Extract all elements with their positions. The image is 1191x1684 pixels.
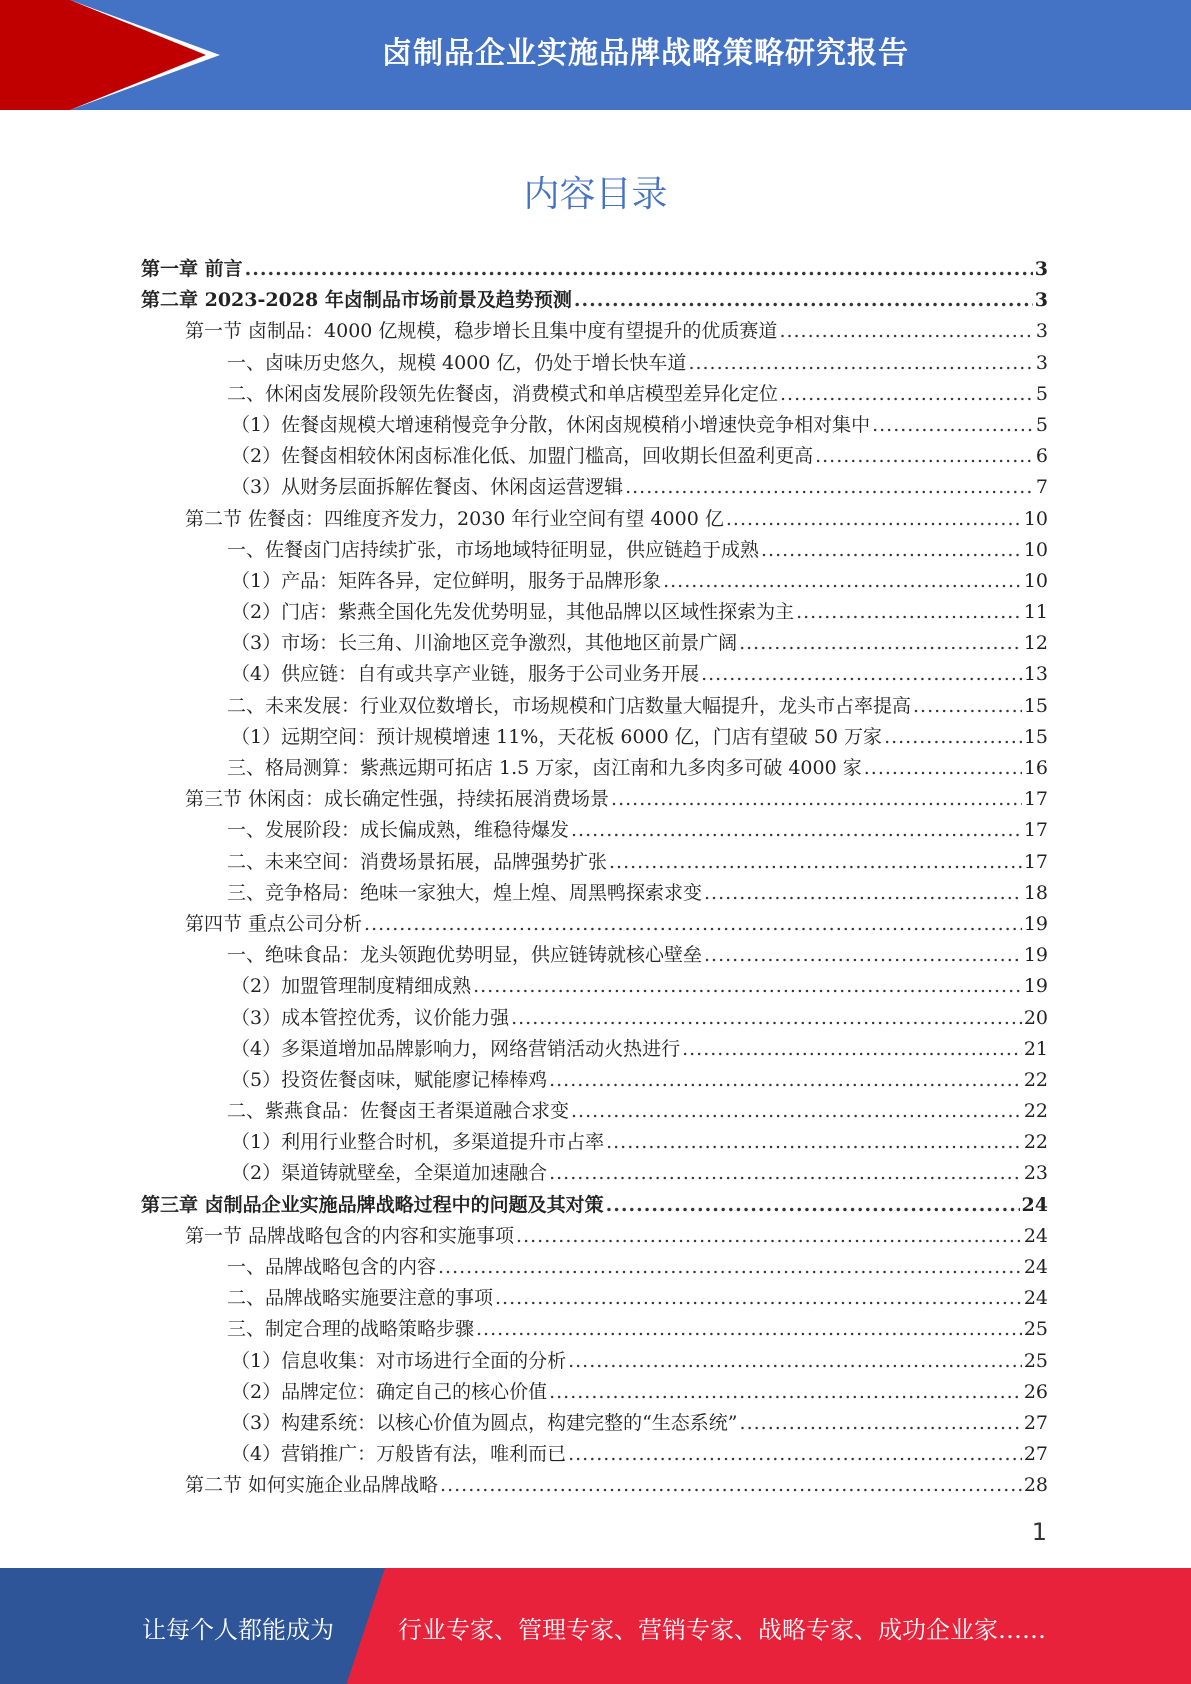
toc-entry-page: 24 bbox=[1023, 1256, 1048, 1278]
toc-entry-page: 5 bbox=[1035, 413, 1048, 436]
toc-leader-dots bbox=[688, 352, 1033, 374]
toc-entry-title: （2）渠道铸就壁垒，全渠道加速融合 bbox=[231, 1162, 548, 1185]
toc-entry[interactable] bbox=[141, 1314, 1048, 1345]
toc-entry-title: 二、紫燕食品：佐餐卤王者渠道融合求变 bbox=[227, 1100, 570, 1123]
toc-leader-dots bbox=[571, 819, 1022, 841]
toc-leader-dots bbox=[740, 1412, 1022, 1434]
page-footer bbox=[0, 1568, 1191, 1684]
toc-entry-title: （2）佐餐卤相较休闲卤标准化低、加盟门槛高，回收期长但盈利更高 bbox=[231, 445, 814, 468]
toc-entry-page: 16 bbox=[1023, 757, 1048, 779]
toc-entry[interactable] bbox=[141, 566, 1048, 597]
toc-entry-page: 27 bbox=[1023, 1443, 1048, 1466]
toc-entry[interactable] bbox=[141, 504, 1048, 535]
toc-leader-dots bbox=[913, 695, 1022, 717]
toc-leader-dots bbox=[611, 788, 1022, 810]
toc-entry-title: （4）营销推广：万般皆有法，唯利而已 bbox=[231, 1443, 567, 1466]
toc-entry-page: 10 bbox=[1023, 538, 1048, 561]
toc-entry-title: 一、发展阶段：成长偏成熟，维稳待爆发 bbox=[227, 819, 570, 842]
toc-leader-dots bbox=[761, 539, 1022, 561]
toc-entry-title: （1）利用行业整合时机，多渠道提升市占率 bbox=[231, 1131, 605, 1154]
toc-entry[interactable] bbox=[141, 909, 1048, 940]
toc-entry[interactable] bbox=[141, 1470, 1048, 1501]
toc-entry[interactable] bbox=[141, 1127, 1048, 1158]
toc-entry-title: 三、格局测算：紫燕远期可拓店 1.5 万家，卤江南和九多肉多可破 4000 家 bbox=[227, 757, 862, 779]
toc-entry-page: 15 bbox=[1023, 694, 1048, 717]
toc-entry-page: 25 bbox=[1023, 1318, 1048, 1341]
toc-entry[interactable] bbox=[141, 691, 1048, 722]
toc-entry-page: 6 bbox=[1035, 445, 1048, 468]
toc-entry-title: 二、未来空间：消费场景拓展，品牌强势扩张 bbox=[227, 850, 608, 873]
toc-entry-page: 24 bbox=[1023, 1224, 1048, 1247]
toc-entry-page: 12 bbox=[1023, 632, 1048, 655]
toc-leader-dots bbox=[625, 476, 1034, 498]
toc-entry[interactable] bbox=[141, 254, 1048, 285]
toc-entry[interactable] bbox=[141, 285, 1048, 316]
table-of-contents bbox=[141, 254, 1048, 1502]
toc-entry-page: 17 bbox=[1023, 819, 1048, 842]
toc-entry-title: 第三节 休闲卤：成长确定性强，持续拓展消费场景 bbox=[185, 788, 610, 811]
toc-entry-page: 21 bbox=[1023, 1037, 1048, 1060]
toc-entry[interactable] bbox=[141, 1346, 1048, 1377]
toc-leader-dots bbox=[571, 1100, 1022, 1122]
toc-entry[interactable] bbox=[141, 1034, 1048, 1065]
toc-entry[interactable] bbox=[141, 472, 1048, 503]
toc-leader-dots bbox=[726, 508, 1022, 530]
toc-entry-page: 22 bbox=[1023, 1131, 1048, 1154]
toc-leader-dots bbox=[495, 1287, 1022, 1309]
toc-leader-dots bbox=[438, 1256, 1022, 1278]
toc-entry-title: 一、品牌战略包含的内容 bbox=[227, 1256, 437, 1278]
toc-leader-dots bbox=[568, 1443, 1022, 1465]
toc-entry[interactable] bbox=[141, 441, 1048, 472]
toc-entry-page: 17 bbox=[1023, 788, 1048, 811]
toc-entry-title: （1）产品：矩阵各异，定位鲜明，服务于品牌形象 bbox=[231, 569, 662, 592]
toc-leader-dots bbox=[511, 1007, 1022, 1029]
toc-entry-title: 一、绝味食品：龙头领跑优势明显，供应链铸就核心壁垒 bbox=[227, 944, 703, 967]
toc-entry[interactable] bbox=[141, 878, 1048, 909]
toc-leader-dots bbox=[476, 1318, 1022, 1340]
footer-slogan-left: 让每个人都能成为 bbox=[142, 1616, 334, 1644]
header-red-block bbox=[0, 0, 70, 110]
toc-entry-page: 28 bbox=[1023, 1474, 1048, 1497]
toc-leader-dots bbox=[815, 445, 1034, 467]
toc-entry-title: （2）加盟管理制度精细成熟 bbox=[231, 975, 472, 998]
toc-entry-title: 三、制定合理的战略策略步骤 bbox=[227, 1318, 475, 1341]
toc-entry-title: 第一节 卤制品：4000 亿规模，稳步增长且集中度有望提升的优质赛道 bbox=[185, 320, 778, 343]
toc-entry-title: （1）佐餐卤规模大增速稍慢竞争分散，休闲卤规模稍小增速快竞争相对集中 bbox=[231, 413, 871, 436]
page-number: 1 bbox=[1031, 1518, 1047, 1546]
toc-entry[interactable] bbox=[141, 1158, 1048, 1189]
toc-entry-page: 19 bbox=[1023, 912, 1048, 935]
toc-leader-dots bbox=[864, 757, 1022, 779]
toc-entry[interactable] bbox=[141, 1283, 1048, 1314]
toc-entry-title: 第二节 佐餐卤：四维度齐发力，2030 年行业空间有望 4000 亿 bbox=[185, 507, 724, 530]
toc-entry-page: 24 bbox=[1021, 1193, 1048, 1216]
toc-leader-dots bbox=[549, 1381, 1022, 1403]
toc-entry-title: （3）市场：长三角、川渝地区竞争激烈，其他地区前景广阔 bbox=[231, 632, 738, 655]
toc-entry-page: 17 bbox=[1023, 850, 1048, 873]
toc-entry[interactable] bbox=[141, 1221, 1048, 1252]
toc-leader-dots bbox=[473, 975, 1022, 997]
toc-entry-page: 10 bbox=[1023, 569, 1048, 592]
toc-entry-title: 三、竞争格局：绝味一家独大，煌上煌、周黑鸭探索求变 bbox=[227, 881, 703, 904]
page-header bbox=[0, 0, 1191, 110]
toc-leader-dots bbox=[606, 1194, 1020, 1216]
toc-leader-dots bbox=[780, 383, 1034, 405]
toc-entry-page: 3 bbox=[1034, 258, 1048, 280]
toc-entry-page: 15 bbox=[1023, 725, 1048, 748]
toc-entry[interactable] bbox=[141, 1065, 1048, 1096]
toc-entry-page: 10 bbox=[1023, 507, 1048, 530]
toc-entry[interactable] bbox=[141, 597, 1048, 628]
toc-entry-title: 第四节 重点公司分析 bbox=[185, 912, 363, 935]
toc-entry-page: 22 bbox=[1023, 1068, 1048, 1091]
toc-leader-dots bbox=[364, 913, 1022, 935]
toc-entry[interactable] bbox=[141, 628, 1048, 659]
toc-entry[interactable] bbox=[141, 722, 1048, 753]
toc-leader-dots bbox=[549, 1069, 1022, 1091]
toc-entry-page: 5 bbox=[1035, 382, 1048, 405]
toc-entry-page: 22 bbox=[1023, 1100, 1048, 1123]
toc-entry-title: 一、佐餐卤门店持续扩张，市场地域特征明显，供应链趋于成熟 bbox=[227, 538, 760, 561]
toc-entry[interactable] bbox=[141, 753, 1048, 784]
toc-entry[interactable] bbox=[141, 940, 1048, 971]
toc-entry-page: 19 bbox=[1023, 944, 1048, 967]
toc-entry-title: 二、品牌战略实施要注意的事项 bbox=[227, 1287, 494, 1310]
toc-entry[interactable] bbox=[141, 1003, 1048, 1034]
toc-entry-title: （1）远期空间：预计规模增速 11%，天花板 6000 亿，门店有望破 50 万家 bbox=[231, 725, 883, 748]
toc-leader-dots bbox=[682, 1038, 1022, 1060]
toc-entry-page: 24 bbox=[1023, 1287, 1048, 1310]
toc-entry-title: （3）成本管控优秀，议价能力强 bbox=[231, 1006, 510, 1029]
toc-leader-dots bbox=[779, 320, 1033, 342]
toc-leader-dots bbox=[884, 726, 1022, 748]
toc-entry[interactable] bbox=[141, 847, 1048, 878]
toc-leader-dots bbox=[574, 289, 1033, 311]
toc-entry[interactable] bbox=[141, 1096, 1048, 1127]
toc-entry-page: 23 bbox=[1023, 1162, 1048, 1185]
toc-entry-title: （3）从财务层面拆解佐餐卤、休闲卤运营逻辑 bbox=[231, 476, 624, 499]
toc-leader-dots bbox=[568, 1350, 1022, 1372]
toc-entry-title: 第三章 卤制品企业实施品牌战略过程中的问题及其对策 bbox=[141, 1193, 604, 1216]
toc-entry-title: （1）信息收集：对市场进行全面的分析 bbox=[231, 1349, 567, 1372]
toc-entry-page: 27 bbox=[1023, 1411, 1048, 1434]
toc-leader-dots bbox=[440, 1474, 1022, 1496]
toc-entry[interactable] bbox=[141, 1439, 1048, 1470]
toc-entry[interactable] bbox=[141, 379, 1048, 410]
toc-entry-title: （2）品牌定位：确定自己的核心价值 bbox=[231, 1380, 548, 1403]
toc-entry[interactable] bbox=[141, 1408, 1048, 1439]
toc-leader-dots bbox=[704, 944, 1022, 966]
toc-entry-title: （3）构建系统：以核心价值为圆点，构建完整的“生态系统” bbox=[231, 1411, 738, 1434]
footer-slogan-right: 行业专家、管理专家、营销专家、战略专家、成功企业家…… bbox=[398, 1616, 1046, 1644]
toc-leader-dots bbox=[606, 1131, 1022, 1153]
toc-entry-title: （4）供应链：自有或共享产业链，服务于公司业务开展 bbox=[231, 663, 700, 686]
toc-entry-title: 一、卤味历史悠久，规模 4000 亿，仍处于增长快车道 bbox=[227, 351, 687, 374]
toc-entry-title: （4）多渠道增加品牌影响力，网络营销活动火热进行 bbox=[231, 1037, 681, 1060]
toc-entry-title: 二、未来发展：行业双位数增长，市场规模和门店数量大幅提升，龙头市占率提高 bbox=[227, 694, 912, 717]
toc-entry-page: 3 bbox=[1034, 289, 1048, 312]
toc-entry[interactable] bbox=[141, 971, 1048, 1002]
toc-entry-title: 第一节 品牌战略包含的内容和实施事项 bbox=[185, 1224, 515, 1247]
toc-leader-dots bbox=[796, 601, 1022, 623]
toc-heading: 内容目录 bbox=[523, 174, 668, 215]
toc-leader-dots bbox=[609, 851, 1022, 873]
toc-entry-title: 第二节 如何实施企业品牌战略 bbox=[185, 1474, 439, 1497]
toc-entry-title: （5）投资佐餐卤味，赋能廖记棒棒鸡 bbox=[231, 1068, 548, 1091]
toc-entry-title: 第一章 前言 bbox=[141, 258, 243, 280]
toc-entry[interactable] bbox=[141, 535, 1048, 566]
toc-entry-page: 13 bbox=[1023, 663, 1048, 686]
toc-leader-dots bbox=[549, 1162, 1022, 1184]
toc-entry-page: 18 bbox=[1023, 881, 1048, 904]
toc-entry[interactable] bbox=[141, 410, 1048, 441]
toc-leader-dots bbox=[739, 632, 1022, 654]
toc-entry[interactable] bbox=[141, 784, 1048, 815]
toc-entry[interactable] bbox=[141, 1377, 1048, 1408]
toc-entry[interactable] bbox=[141, 348, 1048, 379]
toc-entry-title: 二、休闲卤发展阶段领先佐餐卤，消费模式和单店模型差异化定位 bbox=[227, 382, 779, 405]
toc-entry[interactable] bbox=[141, 1252, 1048, 1283]
toc-leader-dots bbox=[872, 414, 1034, 436]
toc-entry[interactable] bbox=[141, 316, 1048, 347]
toc-entry-page: 3 bbox=[1035, 320, 1048, 343]
toc-leader-dots bbox=[516, 1225, 1022, 1247]
toc-entry[interactable] bbox=[141, 1190, 1048, 1221]
toc-entry-title: （2）门店：紫燕全国化先发优势明显，其他品牌以区域性探索为主 bbox=[231, 601, 795, 624]
toc-leader-dots bbox=[704, 882, 1022, 904]
toc-entry-page: 26 bbox=[1023, 1380, 1048, 1403]
toc-leader-dots bbox=[701, 663, 1022, 685]
toc-entry[interactable] bbox=[141, 815, 1048, 846]
toc-entry-page: 11 bbox=[1023, 601, 1048, 624]
toc-entry[interactable] bbox=[141, 659, 1048, 690]
toc-entry-page: 25 bbox=[1023, 1349, 1048, 1372]
toc-leader-dots bbox=[663, 570, 1022, 592]
toc-leader-dots bbox=[245, 258, 1033, 280]
toc-entry-page: 19 bbox=[1023, 975, 1048, 998]
toc-entry-title: 第二章 2023-2028 年卤制品市场前景及趋势预测 bbox=[141, 289, 572, 312]
toc-entry-page: 20 bbox=[1023, 1006, 1048, 1029]
toc-entry-page: 3 bbox=[1035, 351, 1048, 374]
report-title: 卤制品企业实施品牌战略策略研究报告 bbox=[382, 36, 909, 71]
toc-entry-page: 7 bbox=[1035, 476, 1048, 499]
